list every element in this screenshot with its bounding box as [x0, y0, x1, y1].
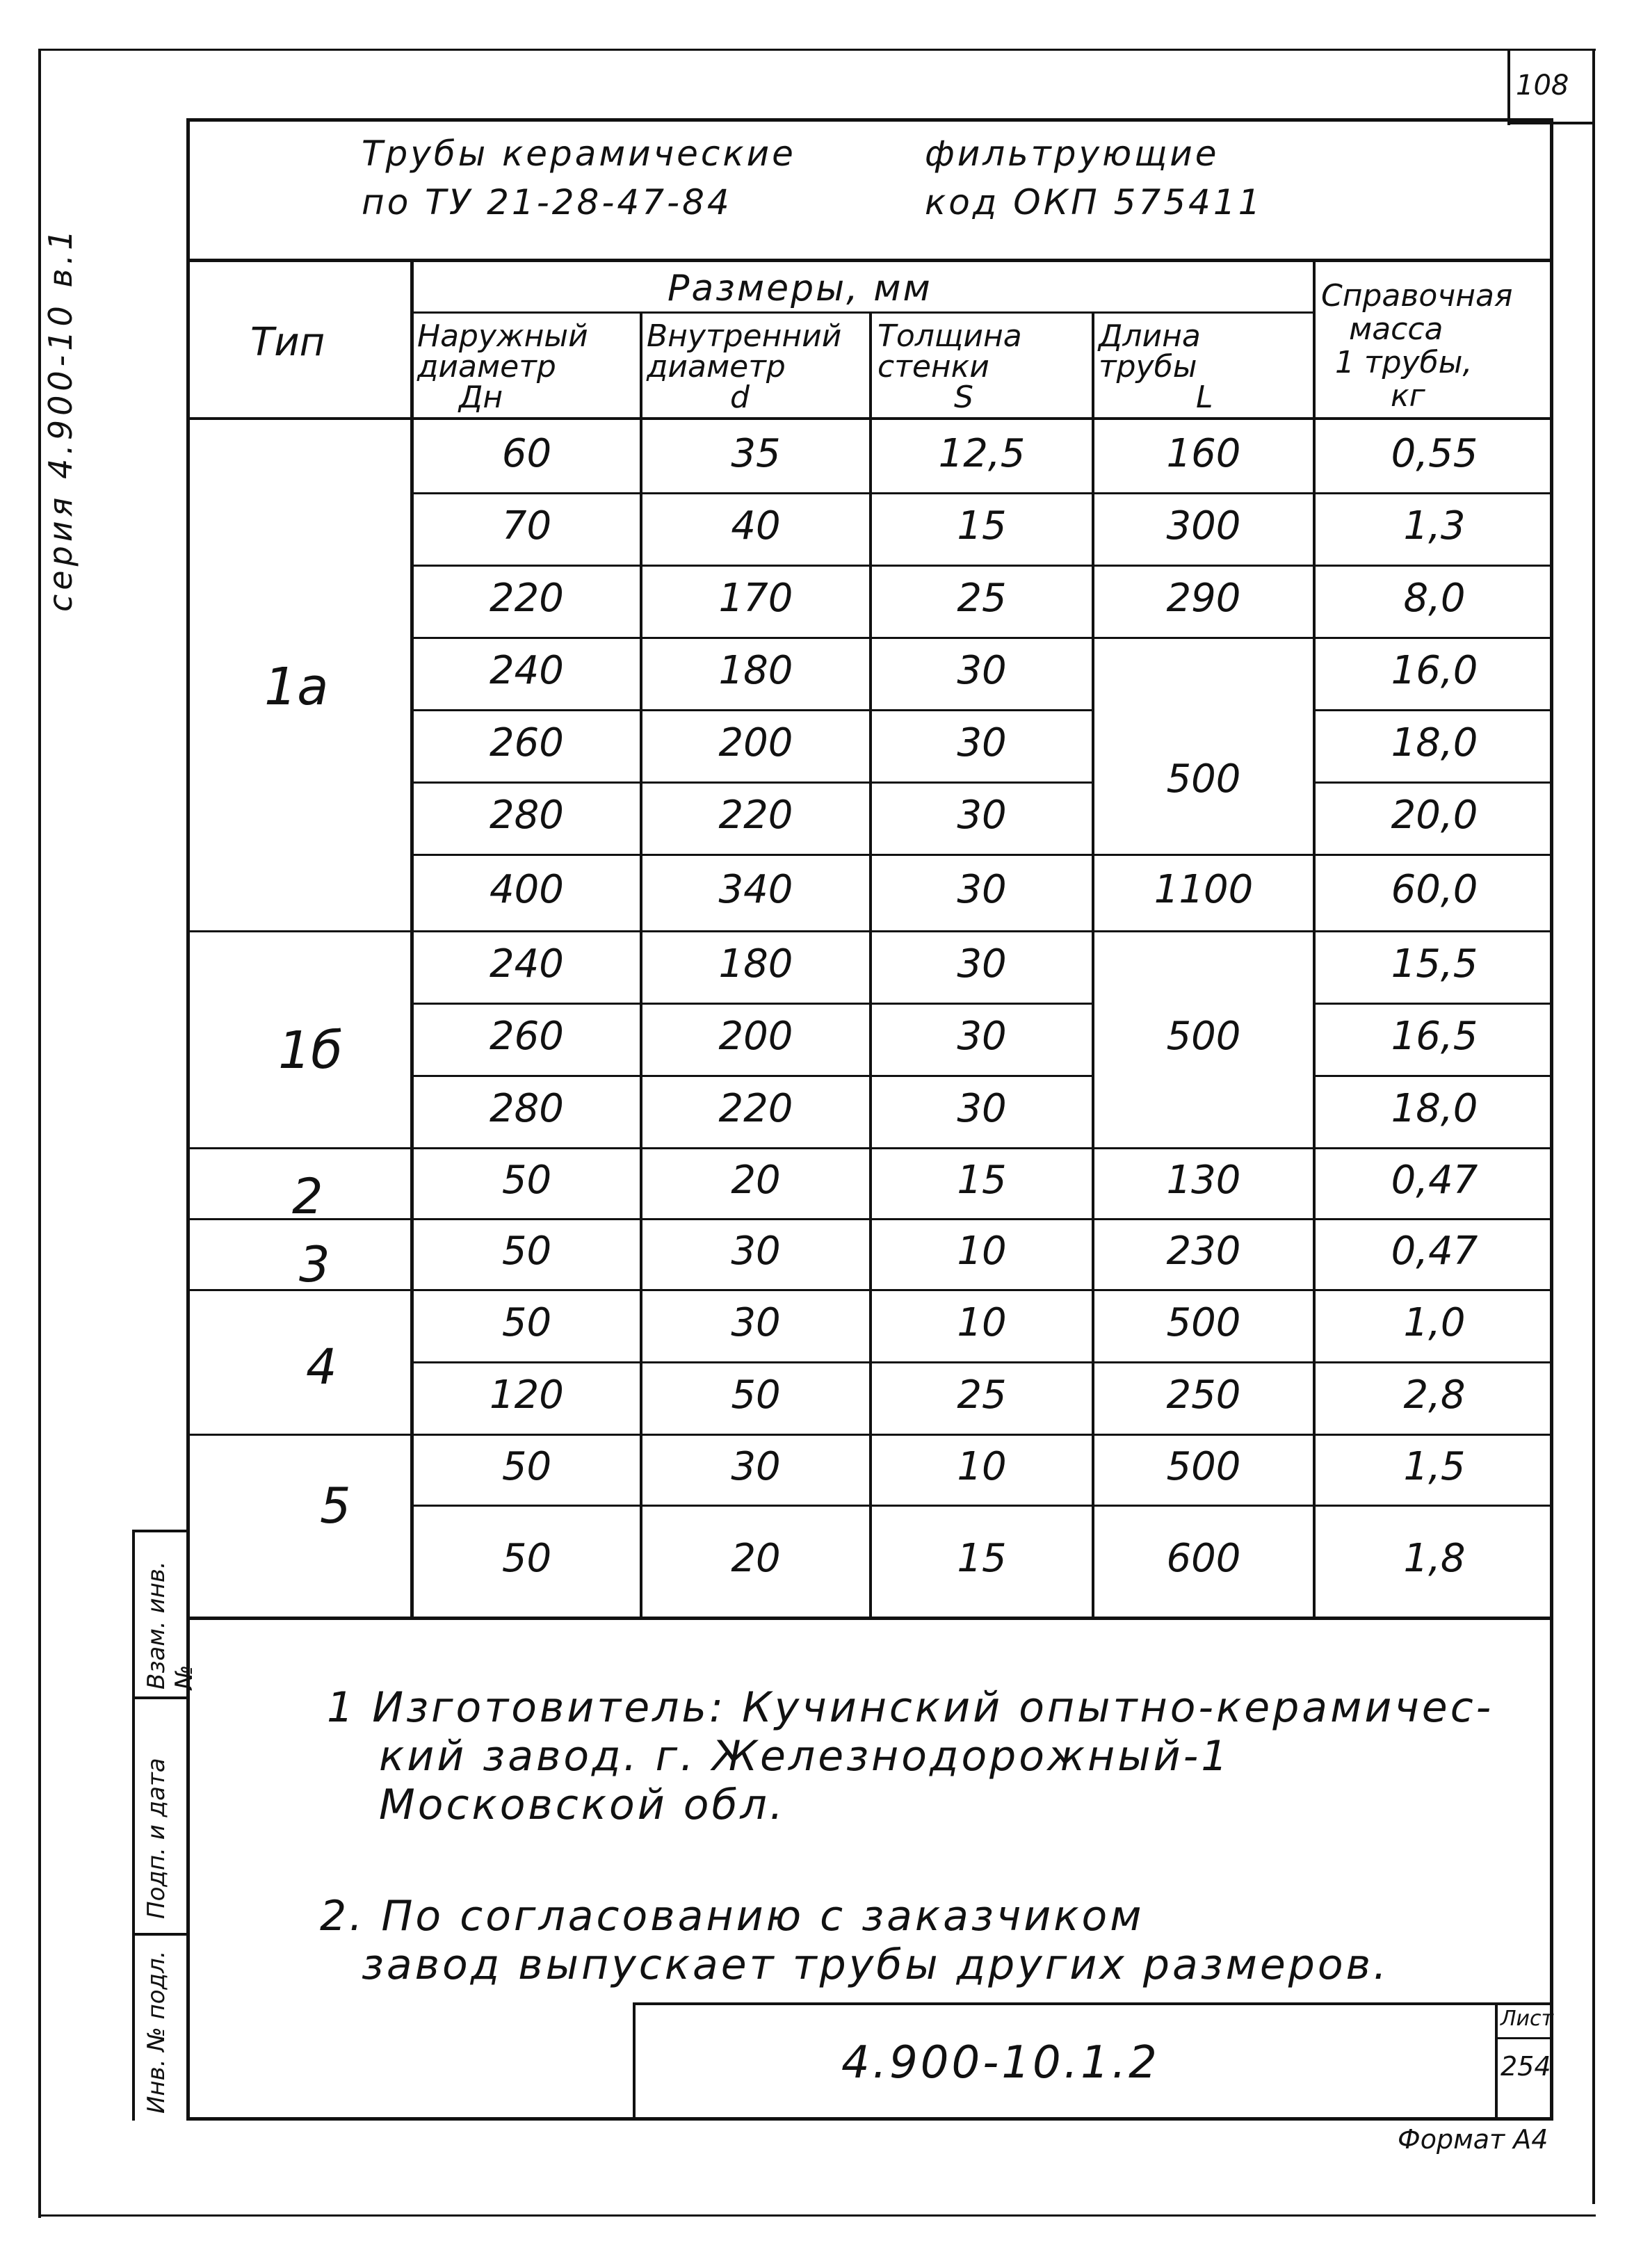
row-rule: [414, 1003, 1092, 1005]
stamp-document-code: 4.900-10.1.2: [841, 2037, 1160, 2089]
cell-s: 30: [957, 867, 1007, 912]
cell-dn: 240: [490, 648, 564, 693]
cell-d: 220: [718, 1086, 793, 1131]
cell-l: 160: [1166, 431, 1241, 476]
cell-s: 10: [957, 1229, 1007, 1274]
cell-s: 15: [957, 1158, 1007, 1203]
group-header-rule: [414, 311, 1314, 314]
header-bottom-rule: [186, 417, 1553, 420]
col-header-s: Толщина стенки S: [877, 318, 1022, 415]
cell-l: 500: [1166, 756, 1241, 802]
col-header-dn: Наружный диаметр Дн: [417, 318, 588, 415]
cell-dn: 50: [501, 1444, 552, 1489]
side-stamp-replace-inv: Взам. инв. №: [143, 1561, 198, 1690]
outer-frame-top: [38, 49, 1596, 51]
row-rule: [414, 1505, 1553, 1507]
cell-s: 30: [957, 648, 1007, 693]
note-1-line-2: кий завод. г. Железнодорожный-1: [379, 1732, 1231, 1781]
cell-dn: 50: [501, 1535, 552, 1581]
cell-m: 16,0: [1391, 648, 1478, 693]
cell-l: 300: [1166, 503, 1241, 549]
stamp-sheet-divider: [1495, 2002, 1498, 2121]
cell-m: 1,8: [1403, 1535, 1466, 1581]
cell-l: 500: [1166, 1444, 1241, 1489]
row-rule: [186, 1147, 1553, 1149]
cell-d: 30: [731, 1444, 781, 1489]
cell-s: 30: [957, 793, 1007, 838]
outer-frame-bottom: [38, 2214, 1596, 2217]
cell-s: 12,5: [938, 431, 1026, 476]
stamp-left-rule: [633, 2002, 636, 2121]
type-1b: 1б: [278, 1021, 343, 1080]
cell-d: 30: [731, 1300, 781, 1345]
cell-m: 8,0: [1403, 576, 1466, 621]
row-rule: [186, 1218, 1553, 1220]
stamp-sheet-rule: [1495, 2037, 1553, 2039]
stamp-sheet-label: Лист: [1500, 2007, 1554, 2031]
cell-d: 20: [731, 1535, 781, 1581]
cell-s: 25: [957, 576, 1007, 621]
row-rule: [414, 1075, 1092, 1077]
type-5: 5: [320, 1477, 351, 1534]
cell-d: 340: [718, 867, 793, 912]
row-rule: [1316, 781, 1553, 784]
row-rule: [414, 854, 1553, 856]
col-header-d: Внутренний диаметр d: [647, 318, 842, 415]
cell-d: 200: [718, 720, 793, 766]
table-top-rule: [186, 259, 1553, 262]
cell-d: 180: [718, 648, 793, 693]
row-rule: [414, 565, 1553, 567]
page-number: 108: [1516, 70, 1569, 102]
note-2-line-1: 2. По согласованию с заказчиком: [320, 1892, 1144, 1941]
row-rule: [186, 1434, 1553, 1436]
format-label: Формат А4: [1398, 2124, 1548, 2155]
type-3: 3: [299, 1236, 330, 1293]
row-rule: [414, 1361, 1553, 1363]
cell-dn: 70: [501, 503, 552, 549]
type-2: 2: [292, 1168, 323, 1225]
row-rule: [186, 1289, 1553, 1291]
cell-m: 1,0: [1403, 1300, 1466, 1345]
cell-m: 2,8: [1403, 1372, 1466, 1418]
cell-d: 30: [731, 1229, 781, 1274]
note-2-line-2: завод выпускает трубы других размеров.: [362, 1941, 1390, 1989]
col-header-mass: Справочная масса 1 трубы, кг: [1321, 278, 1513, 414]
cell-l: 250: [1166, 1372, 1241, 1418]
page-number-box-left: [1507, 49, 1510, 125]
cell-d: 50: [731, 1372, 781, 1418]
cell-dn: 220: [490, 576, 564, 621]
cell-l: 130: [1166, 1158, 1241, 1203]
cell-l: 500: [1166, 1300, 1241, 1345]
cell-dn: 50: [501, 1158, 552, 1203]
cell-d: 35: [731, 431, 781, 476]
cell-m: 20,0: [1391, 793, 1478, 838]
cell-s: 10: [957, 1444, 1007, 1489]
cell-m: 18,0: [1391, 720, 1478, 766]
row-rule: [414, 492, 1553, 494]
cell-l: 600: [1166, 1535, 1241, 1581]
table-bottom-rule: [186, 1617, 1553, 1620]
cell-dn: 50: [501, 1229, 552, 1274]
cell-d: 220: [718, 793, 793, 838]
cell-s: 30: [957, 1086, 1007, 1131]
cell-dn: 280: [490, 793, 564, 838]
cell-m: 0,47: [1391, 1229, 1478, 1274]
cell-l: 1100: [1154, 867, 1254, 912]
row-rule: [1316, 709, 1553, 711]
cell-d: 20: [731, 1158, 781, 1203]
note-1-line-3: Московской обл.: [379, 1781, 786, 1829]
group-header-sizes: Размеры, мм: [668, 268, 932, 309]
cell-s: 15: [957, 1535, 1007, 1581]
cell-m: 16,5: [1391, 1014, 1478, 1059]
note-1-line-1: 1 Изготовитель: Кучинский опытно-керамичес-: [327, 1683, 1494, 1732]
cell-dn: 260: [490, 720, 564, 766]
row-rule: [186, 930, 1553, 932]
title-line-2: по ТУ 21-28-47-84: [362, 182, 732, 222]
col-header-type: Тип: [250, 320, 325, 365]
cell-dn: 260: [490, 1014, 564, 1059]
title-line-1: Трубы керамические: [362, 133, 796, 174]
cell-l: 500: [1166, 1014, 1241, 1059]
cell-dn: 120: [490, 1372, 564, 1418]
cell-dn: 280: [490, 1086, 564, 1131]
row-rule: [414, 637, 1553, 639]
cell-m: 0,47: [1391, 1158, 1478, 1203]
cell-s: 15: [957, 503, 1007, 549]
stamp-sheet-number: 254: [1500, 2051, 1551, 2082]
cell-s: 10: [957, 1300, 1007, 1345]
side-series-label: серия 4.900-10 в.1: [42, 225, 79, 612]
type-4: 4: [306, 1338, 337, 1395]
row-rule: [1316, 1003, 1553, 1005]
cell-d: 200: [718, 1014, 793, 1059]
cell-m: 1,5: [1403, 1444, 1466, 1489]
title-line-2b: код ОКП 575411: [925, 182, 1263, 222]
cell-dn: 50: [501, 1300, 552, 1345]
cell-dn: 400: [490, 867, 564, 912]
col-header-l: Длина трубы L: [1099, 318, 1213, 415]
cell-d: 170: [718, 576, 793, 621]
cell-m: 18,0: [1391, 1086, 1478, 1131]
type-1a: 1а: [264, 657, 329, 717]
stamp-top-rule: [633, 2002, 1553, 2005]
cell-s: 25: [957, 1372, 1007, 1418]
outer-frame-left: [38, 49, 41, 2218]
cell-l: 230: [1166, 1229, 1241, 1274]
cell-dn: 240: [490, 941, 564, 987]
cell-dn: 60: [501, 431, 552, 476]
side-stamp-rule-2: [132, 1933, 188, 1936]
side-stamp-outer: [132, 1530, 135, 2121]
row-rule: [1316, 1075, 1553, 1077]
cell-s: 30: [957, 1014, 1007, 1059]
cell-m: 1,3: [1403, 503, 1466, 549]
cell-m: 60,0: [1391, 867, 1478, 912]
cell-d: 40: [731, 503, 781, 549]
row-rule: [414, 781, 1092, 784]
cell-m: 15,5: [1391, 941, 1478, 987]
cell-d: 180: [718, 941, 793, 987]
title-line-1b: фильтрующие: [925, 133, 1220, 174]
cell-l: 290: [1166, 576, 1241, 621]
side-stamp-sign-date: Подп. и дата: [143, 1758, 170, 1919]
cell-m: 0,55: [1391, 431, 1478, 476]
side-stamp-inv-orig: Инв. № подл.: [143, 1950, 170, 2114]
outer-frame-right: [1592, 49, 1595, 2204]
cell-s: 30: [957, 941, 1007, 987]
side-stamp-rule-1: [132, 1696, 188, 1699]
row-rule: [414, 709, 1092, 711]
cell-s: 30: [957, 720, 1007, 766]
